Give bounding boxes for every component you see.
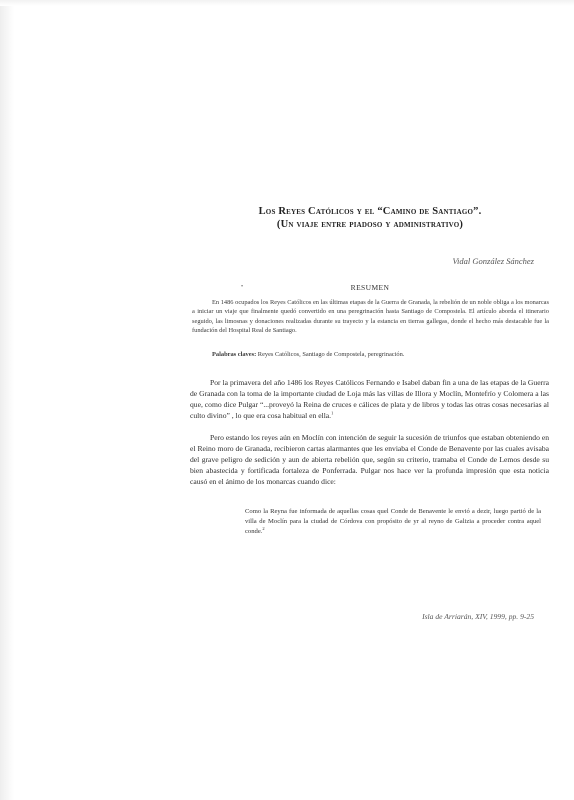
- scan-edge-shadow: [0, 0, 14, 800]
- scan-top-shadow: [0, 0, 574, 6]
- article-title-line-2: (Un viaje entre piadoso y administrativo): [276, 219, 464, 230]
- keywords-label: Palabras claves:: [212, 351, 257, 358]
- article-title-line-1: Los Reyes Católicos y el “Camino de Santiago”.: [258, 206, 482, 217]
- author-name: Vidal González Sánchez: [452, 256, 534, 266]
- keywords: [192, 350, 549, 359]
- block-quote-text: Como la Reyna fue informada de aquellas cosas quel Conde de Benavente le envió a dezir, luego partió de la villa de Moclín para la ciudad de Córdova con propósito de yr al reyno de Galizia a proceder contra aquel conde.: [245, 508, 541, 535]
- abstract-heading: RESUMEN: [350, 283, 390, 292]
- footer-citation: Isla de Arriarán, XIV, 1999, pp. 9-25: [422, 612, 534, 621]
- body-paragraph-2: Pero estando los reyes aún en Moclín con intención de seguir la sucesión de triunfos que estaban obteniendo en el Reino moro de Granada, recibieron cartas alarmantes que les enviaba el Conde de Benavente por las cuales avisaba del grave peligro de sedición y aun de abierta rebelión que, según su criterio, tramaba el Conde de Lemos desde su bien abastecida y fortificada fortaleza de Ponferrada. Pulgar nos hace ver la profunda impresión que esta noticia causó en el ánimo de los monarcas cuando dice:: [190, 433, 549, 487]
- abstract-text: En 1486 ocupados los Reyes Católicos en las últimas etapas de la Guerra de Granada, la rebelión de un noble obliga a los monarcas a iniciar un viaje que finalmente quedó convertido en una peregrinación hasta Santiago de Compostela. El artículo aborda el itinerario seguido, las limosnas y donaciones realizadas durante su trayecto y la estancia en tierras gallegas, donde el hecho más destacable fue la fundación del Hospital Real de Santiago.: [192, 299, 549, 334]
- body-paragraph-1-text: Por la primavera del año 1486 los Reyes Católicos Fernando e Isabel daban fin a una de las etapas de la Guerra de Granada con la toma de la importante ciudad de Loja más las villas de Illora y Moclín, Montefrío y Colomera a las que, como dice Pulgar “...proveyó la Reina de cruces e cálices de plata y de libros y todas las otras cosas necesarias al culto divino” , lo que era cosa habitual en ella.: [190, 378, 549, 421]
- footnote-ref-2: 2: [262, 525, 265, 531]
- block-quote: [245, 507, 541, 537]
- body-paragraph-1: [190, 377, 549, 421]
- footnote-ref-1: 1: [331, 410, 334, 416]
- stray-mark: •: [241, 284, 244, 290]
- keywords-text: Reyes Católicos, Santiago de Compostela, peregrinación.: [256, 351, 405, 358]
